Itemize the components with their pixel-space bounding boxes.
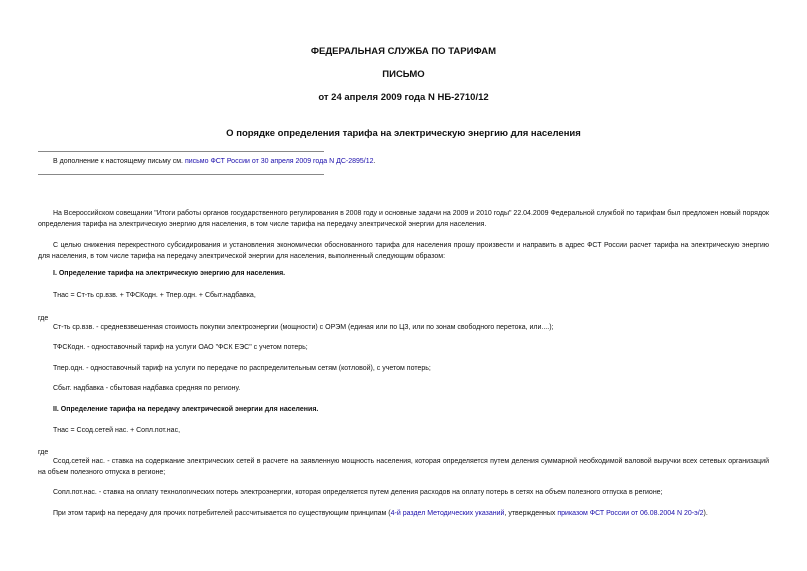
section-2-title: II. Определение тарифа на передачу электрической энергии для населения. [53,406,319,413]
where-label-2: где [38,449,49,456]
reference-note [53,156,375,167]
closing-suffix: ). [703,510,708,517]
formula-1: Тнас = Ст-ть ср.взв. + ТФСКодн. + Тпер.одн. + Сбыт.надбавка, [53,292,256,299]
definition-sales-markup: Сбыт. надбавка - сбытовая надбавка средняя по региону. [53,385,241,392]
definition-average-cost: Ст-ть ср.взв. - средневзвешенная стоимость покупки электроэнергии (мощности) с ОРЭМ (единая или по ЦЗ, или по зонам свободного перетока, или....); [53,324,554,331]
section-1-title: I. Определение тарифа на электрическую энергию для населения. [53,270,286,277]
reference-note-prefix: В дополнение к настоящему письму см. [53,158,185,165]
document-subject: О порядке определения тарифа на электрическую энергию для населения [226,128,581,139]
closing-prefix: При этом тариф на передачу для прочих потребителей рассчитывается по существующим принципам ( [53,510,391,517]
definition-loss-payment: Сопл.пот.нас. - ставка на оплату технологических потерь электроэнергии, которая определяется путем деления расходов на оплату потерь в сетях на объем полезного отпуска в регионе; [53,489,663,496]
definition-transfer-tariff: Тпер.одн. - одноставочный тариф на услуги по передаче по распределительным сетям (котловой), с учетом потерь; [53,365,431,372]
formula-2: Тнас = Ссод.сетей нас. + Сопл.пот.нас, [53,427,181,434]
agency-name: ФЕДЕРАЛЬНАЯ СЛУЖБА ПО ТАРИФАМ [310,46,497,57]
fst-order-link[interactable]: приказом ФСТ России от 06.08.2004 N 20-э/2 [557,510,704,517]
paragraph-intro: На Всероссийском совещании "Итоги работы органов государственного регулирования в 2008 году и основные задачи на 2009 и 2010 годы" 22.04.2009 Федеральной службой по тарифам был предложен новый порядок определения тарифа на электрическую энергию для населения, в том числе тарифа на передачу электрической энергии для населения. [38,210,769,228]
note-bottom-rule [38,174,324,175]
note-top-rule [38,151,324,152]
document-type: ПИСЬМО [382,69,425,80]
paragraph-other-consumers [38,508,769,519]
definition-fsk-tariff: ТФСКодн. - одноставочный тариф на услуги ОАО "ФСК ЕЭС" с учетом потерь; [53,344,308,351]
reference-note-suffix: . [373,158,376,165]
paragraph-request: С целью снижения перекрестного субсидирования и установления экономически обоснованного тарифа для населения прошу произвести и направить в адрес ФСТ России расчет тарифа на электрическую энергию для населения, в том числе тарифа на передачу электрической энергии для населения, выполненный следующим образом: [38,242,769,260]
methodical-guidelines-link[interactable]: 4-й раздел Методических указаний [390,510,505,517]
reference-link[interactable]: письмо ФСТ России от 30 апреля 2009 года N ДС-2895/12 [184,158,374,165]
where-label-1: где [38,315,49,322]
definition-network-maintenance: Ссод.сетей нас. - ставка на содержание электрических сетей в расчете на заявленную мощность населения, которая определяется путем деления суммарной необходимой валовой выручки всех сетевых организаций на объем полезного отпуска в регионе; [38,458,769,476]
closing-mid: , утвержденных [504,510,558,517]
document-date-number: от 24 апреля 2009 года N НБ-2710/12 [318,92,489,103]
